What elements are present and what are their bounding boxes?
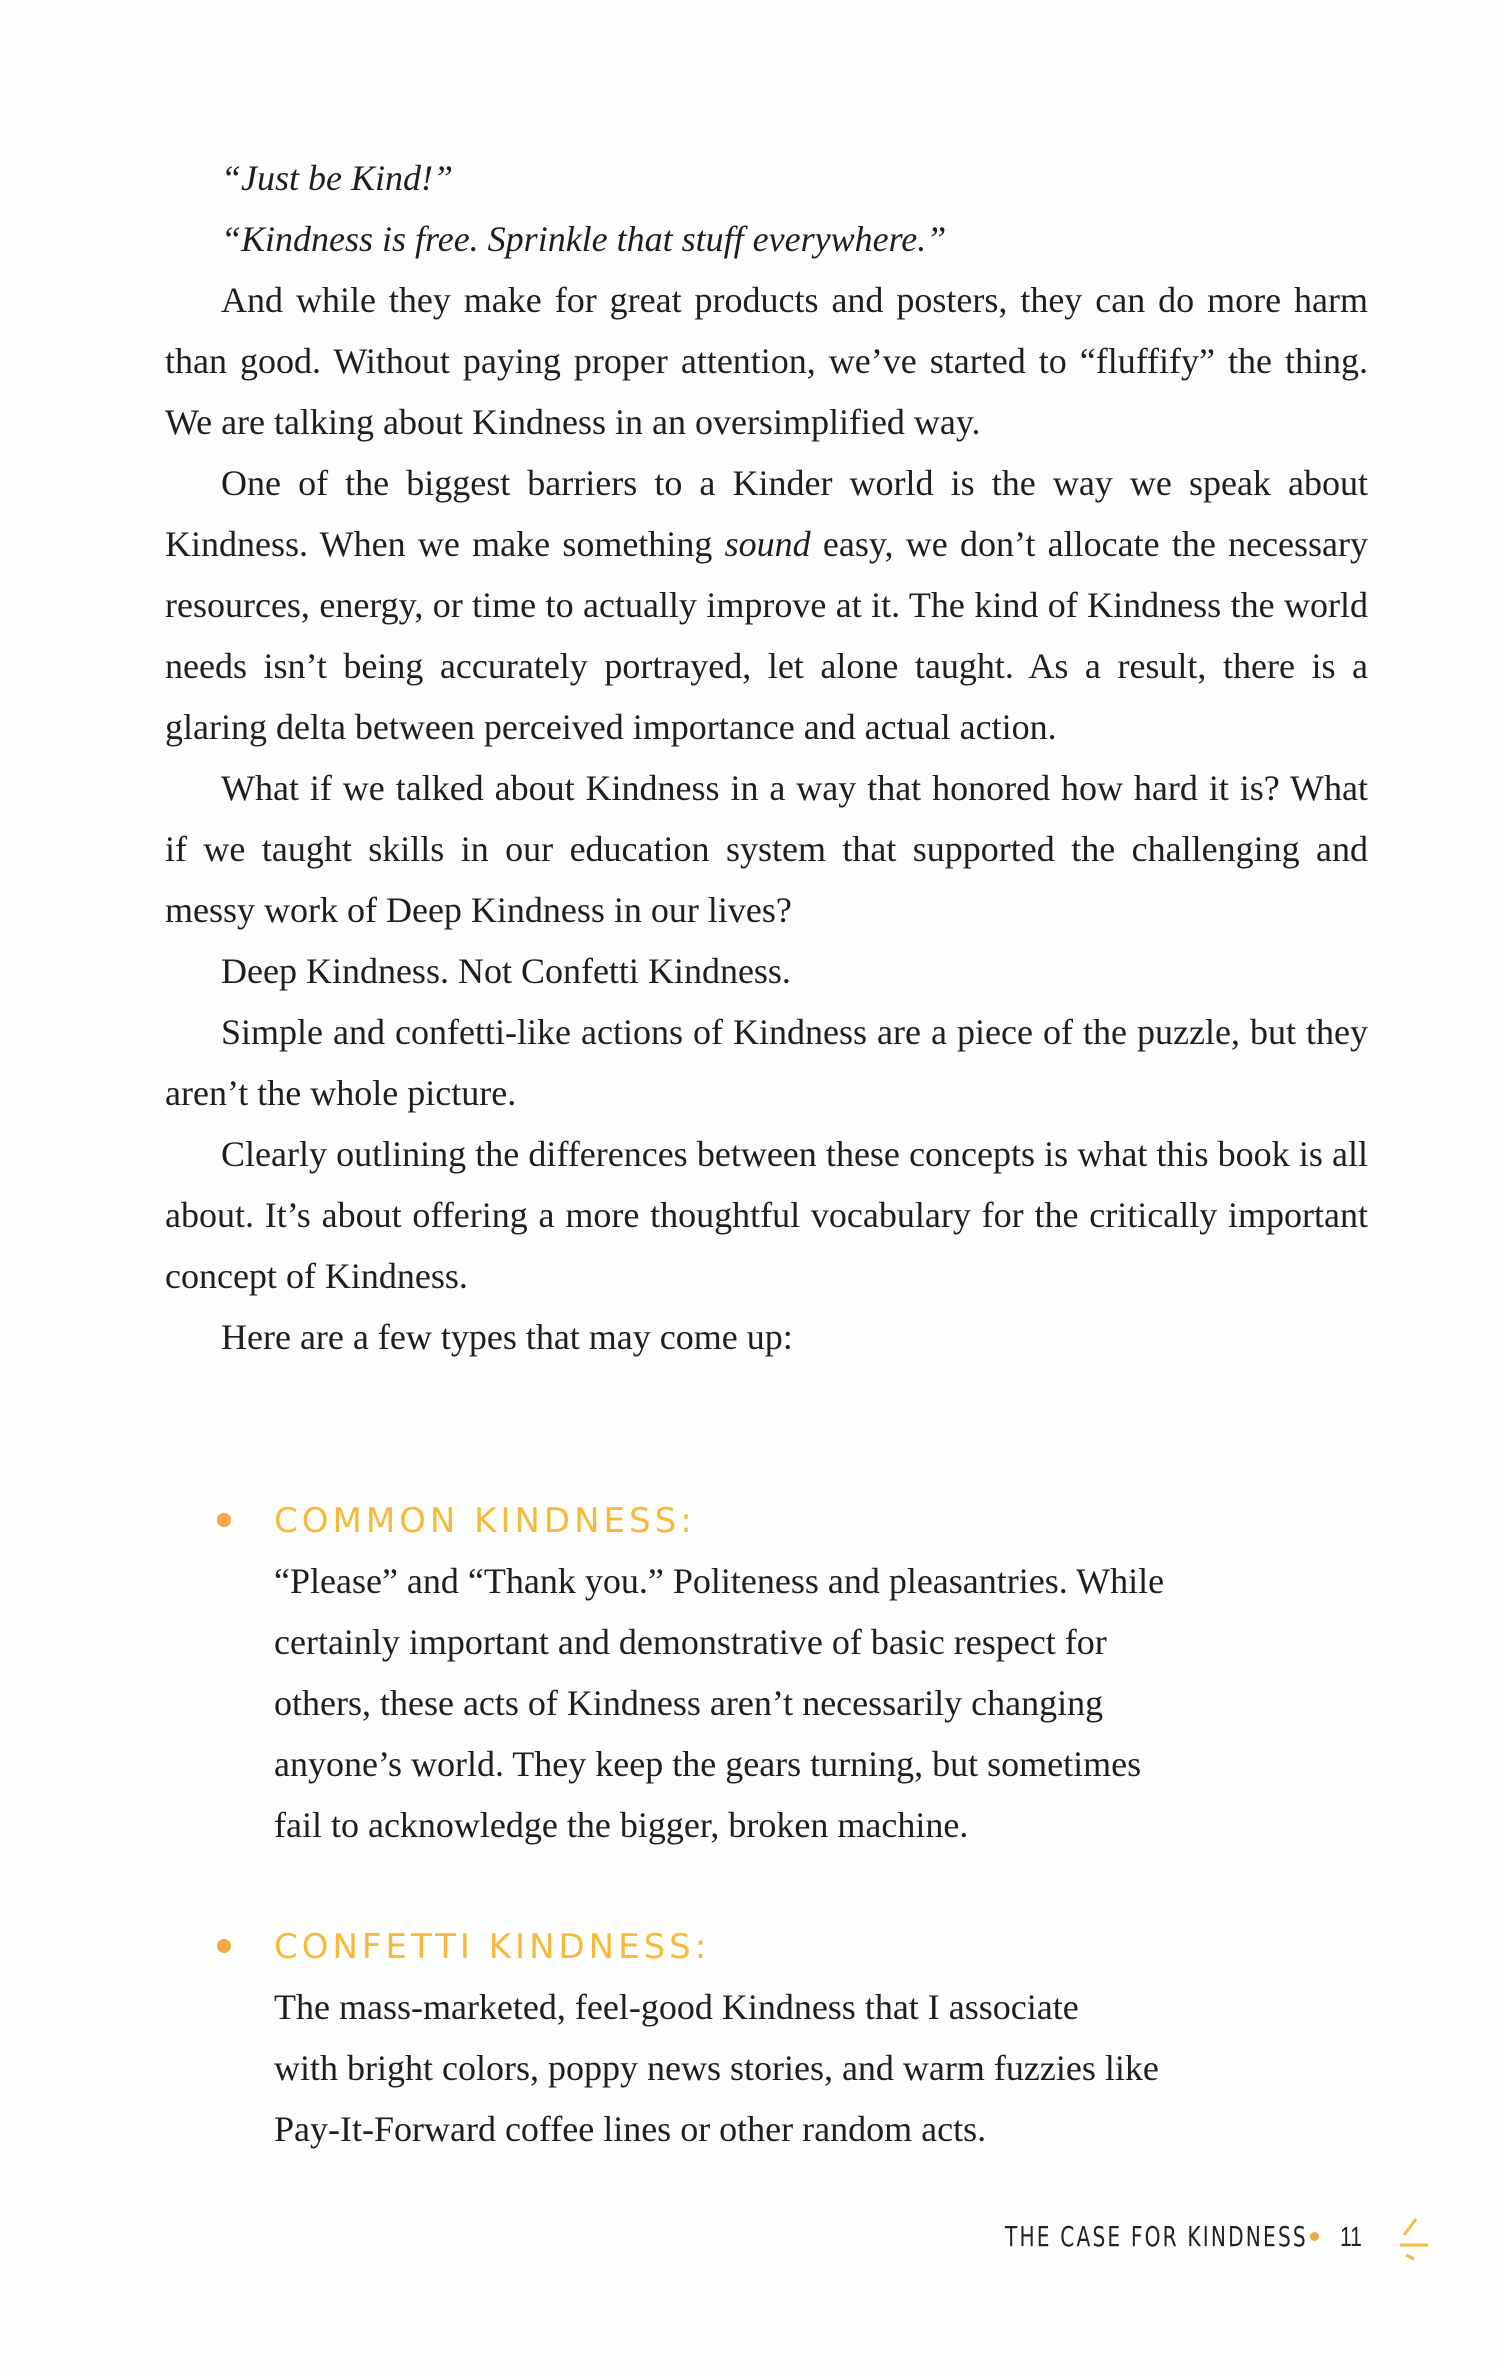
description-line: “Please” and “Thank you.” Politeness and pleasantries. While	[274, 1561, 1165, 1601]
paragraph-confetti-actions: Simple and confetti-like actions of Kindness are a piece of the puzzle, but they aren’t the whole picture.	[165, 1012, 1368, 1113]
paragraph-what-if: What if we talked about Kindness in a way that honored how hard it is? What if we taught skills in our education system that supported the challenging and messy work of Deep Kindness in our lives?	[165, 768, 1368, 930]
paragraph-text: easy, we don’t allocate the necessary resources, energy, or time to actually improve at it. The kind of Kindness the world needs isn’t being accurately portrayed, let alone taught. As a result, there is a glaring delta between perceived importance and actual action.	[165, 524, 1368, 747]
quote-just-be-kind: “Just be Kind!”	[221, 158, 454, 198]
paragraph-text: One of the biggest barriers to a Kinder world is the way we speak about Kindness. When we make something	[165, 463, 1368, 564]
paragraph-great-products: And while they make for great products and posters, they can do more harm than good. Without paying proper attention, we’ve started to “fluffify” the thing. We are talking about Kindness in an oversimplified way.	[165, 280, 1368, 442]
bullet-dot-icon	[217, 1939, 231, 1953]
description-line: fail to acknowledge the bigger, broken machine.	[274, 1805, 969, 1845]
kindness-type-heading	[218, 1917, 1258, 1977]
kindness-type-heading	[218, 1491, 1258, 1551]
page-edge-mark-icon	[1394, 2209, 1434, 2269]
kindness-type-description	[218, 1551, 1258, 1856]
paragraph-deep-kindness: Deep Kindness. Not Confetti Kindness.	[221, 951, 791, 991]
kindness-type-description	[218, 1977, 1258, 2160]
paragraph-clearly-outlining: Clearly outlining the differences between these concepts is what this book is all about. It’s about offering a more thoughtful vocabulary for the critically important concept of Kindness.	[165, 1134, 1368, 1296]
kindness-type-common	[218, 1491, 1258, 1856]
description-line: Pay-It-Forward coffee lines or other random acts.	[274, 2109, 987, 2149]
paragraph-types-intro: Here are a few types that may come up:	[221, 1317, 793, 1357]
kindness-type-confetti	[218, 1917, 1258, 2160]
description-line: anyone’s world. They keep the gears turning, but sometimes	[274, 1744, 1142, 1784]
quote-kindness-is-free: “Kindness is free. Sprinkle that stuff everywhere.”	[221, 219, 947, 259]
emphasis-sound: sound	[724, 524, 811, 564]
description-line: The mass-marketed, feel-good Kindness that I associate	[274, 1987, 1079, 2027]
description-line: certainly important and demonstrative of basic respect for	[274, 1622, 1107, 1662]
page-number: 11	[1340, 2221, 1362, 2252]
running-head: THE CASE FOR KINDNESS	[1005, 2220, 1308, 2253]
body-text	[165, 148, 1368, 1368]
description-line: others, these acts of Kindness aren’t necessarily changing	[274, 1683, 1104, 1723]
footer-dot-icon	[1310, 2232, 1319, 2241]
page-footer	[1005, 2212, 1426, 2262]
kindness-type-label: CONFETTI KINDNESS:	[274, 1927, 711, 1967]
kindness-type-label: COMMON KINDNESS:	[274, 1501, 696, 1541]
description-line: with bright colors, poppy news stories, and warm fuzzies like	[274, 2048, 1159, 2088]
bullet-dot-icon	[217, 1513, 231, 1527]
paragraph-biggest-barriers	[165, 453, 1368, 758]
